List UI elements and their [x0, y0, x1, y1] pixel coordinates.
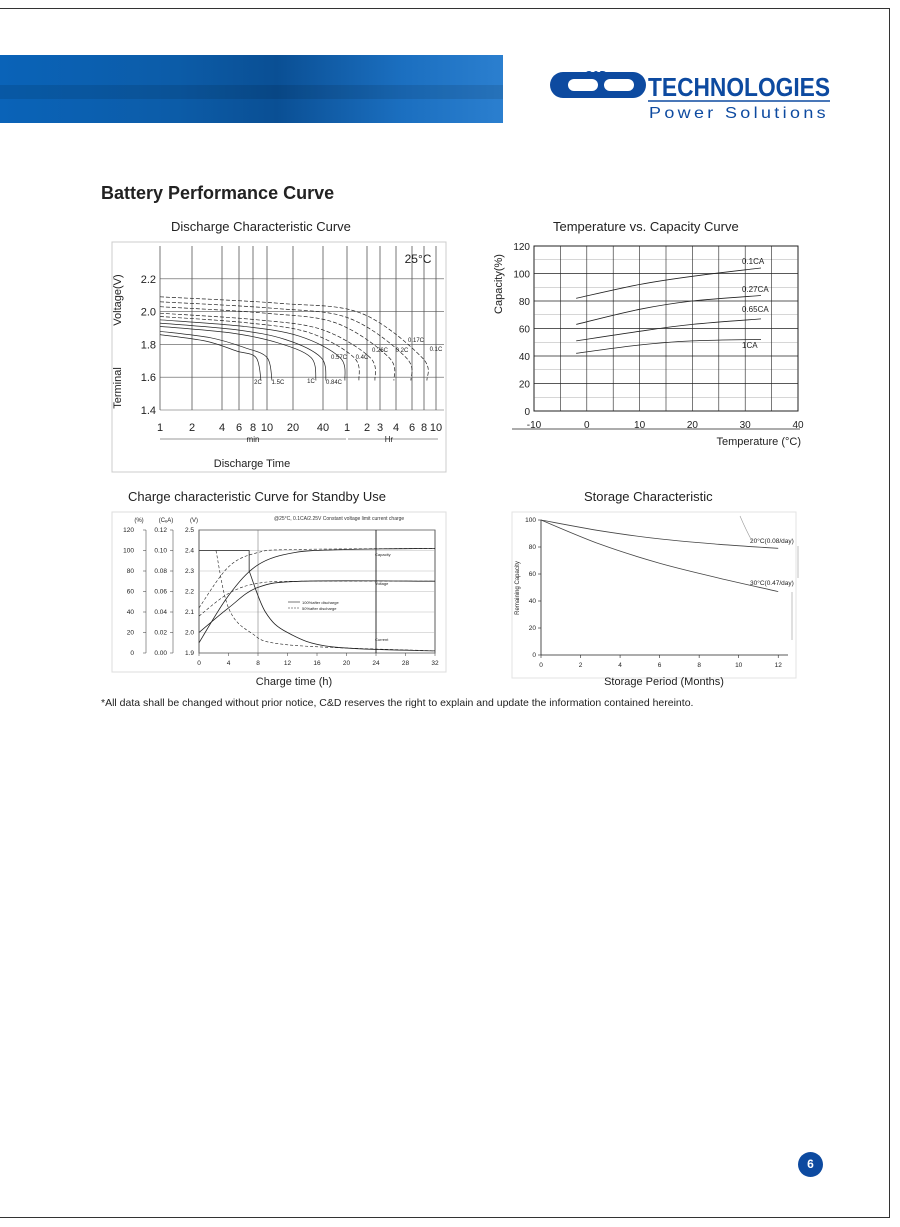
charge-label-voltage: Voltage	[375, 581, 389, 586]
charge-xtick: 0	[197, 660, 201, 667]
discharge-xtick: 1	[343, 422, 351, 434]
temperature-ytick: 20	[518, 379, 530, 391]
storage-xlabel: Storage Period (Months)	[604, 676, 724, 688]
discharge-curve-label: 0.1C	[429, 347, 443, 353]
discharge-xtick: 1	[156, 422, 164, 434]
charge-grid	[112, 512, 446, 672]
charge-pcttick: 0	[130, 650, 134, 657]
charge-catick: 0.06	[154, 588, 167, 596]
charge-catick: 0.12	[154, 527, 167, 534]
temperature-xtick: 0	[584, 420, 590, 431]
discharge-unit-hr: Hr	[384, 435, 394, 444]
charge-pcttick: 20	[126, 629, 134, 637]
charge-xtick: 20	[342, 660, 351, 667]
discharge-ytick: 1.6	[140, 372, 156, 385]
charge-catick: 0.08	[154, 568, 167, 575]
logo-tagline: Power Solutions	[649, 105, 829, 122]
discharge-annotation: 25°C	[404, 252, 432, 266]
charge-pcttick: 40	[126, 609, 134, 616]
storage-chart	[508, 508, 804, 690]
storage-chart-title: Storage Characteristic	[584, 489, 713, 504]
charge-header-pct: (%)	[134, 518, 144, 524]
discharge-xtick: 2	[188, 422, 196, 434]
discharge-curve-label: 0.17C	[407, 338, 425, 344]
discharge-curve-label: 1C	[307, 379, 315, 385]
temperature-curve-1CA	[576, 340, 761, 354]
discharge-ytick: 2.0	[140, 306, 156, 319]
discharge-curve-label: 2C	[254, 380, 262, 386]
storage-ytick: 40	[528, 598, 536, 605]
storage-ytick: 60	[528, 571, 536, 578]
discharge-curve-label: 0.84C	[325, 380, 343, 386]
temperature-xtick: 20	[686, 420, 698, 431]
charge-header-ca: (CₑA)	[158, 518, 174, 524]
storage-xtick: 0	[539, 662, 543, 669]
discharge-unit-min: min	[246, 435, 260, 444]
temperature-series-label: 0.65CA	[742, 305, 769, 314]
footnote: *All data shall be changed without prior notice, C&D reserves the right to explain and update the information contained hereinto.	[101, 697, 694, 709]
storage-xtick: 12	[774, 662, 782, 669]
temperature-xtick: -10	[526, 420, 542, 431]
storage-ytick: 100	[525, 517, 536, 524]
discharge-xtick: 8	[420, 422, 428, 434]
temperature-curve-0.65CA	[576, 319, 761, 341]
temperature-series-label: 1CA	[742, 341, 758, 350]
discharge-xlabel: Discharge Time	[213, 458, 291, 470]
discharge-xtick: 20	[286, 422, 300, 434]
storage-series-label: 20°C(0.08/day)	[750, 538, 794, 545]
storage-series-label: 30°C(0.47/day)	[750, 580, 794, 587]
charge-vtick: 2.2	[184, 588, 194, 596]
charge-pcttick: 120	[123, 527, 134, 534]
temperature-ylabel: Capacity(%)	[493, 254, 505, 314]
storage-ylabel: Remaining Capacity	[515, 561, 521, 615]
charge-catick: 0.10	[154, 547, 167, 555]
logo-pill-inner-right	[604, 79, 634, 91]
storage-xtick: 8	[697, 662, 701, 669]
charge-catick: 0.00	[154, 650, 167, 657]
discharge-xtick: 40	[316, 422, 330, 434]
discharge-ylabel-2: Voltage(V)	[112, 274, 124, 326]
discharge-curve-label: 1.5C	[271, 380, 285, 386]
charge-subtitle: @25°C, 0.1CA/2.25V Constant voltage limit current charge	[274, 516, 405, 522]
discharge-xtick: 4	[392, 422, 400, 434]
temperature-grid	[512, 242, 804, 431]
storage-xtick: 6	[657, 662, 662, 669]
charge-vtick: 2.3	[184, 568, 194, 575]
charge-pcttick: 80	[126, 568, 134, 575]
temperature-series-label: 0.27CA	[742, 285, 769, 294]
charge-xtick: 16	[313, 660, 321, 667]
temperature-ytick: 60	[518, 324, 530, 336]
temperature-ytick: 100	[513, 269, 530, 281]
temperature-ytick: 80	[518, 297, 530, 308]
temperature-ytick: 40	[518, 352, 530, 363]
charge-vtick: 2.5	[184, 527, 194, 534]
charge-legend-1: 100%after discharge	[302, 600, 339, 605]
page-number: 6	[798, 1152, 823, 1177]
storage-xtick: 2	[578, 662, 583, 669]
charge-legend-2: 50%after discharge	[302, 606, 337, 611]
temperature-xlabel: Temperature (°C)	[716, 436, 801, 448]
discharge-xtick: 8	[249, 422, 257, 434]
discharge-ytick: 1.4	[140, 405, 156, 417]
temperature-chart-title: Temperature vs. Capacity Curve	[553, 219, 739, 234]
temperature-series-label: 0.1CA	[742, 257, 765, 266]
storage-ytick: 20	[528, 625, 536, 632]
discharge-ytick: 2.2	[140, 273, 156, 286]
temperature-chart	[488, 238, 806, 450]
discharge-curve-label: 0.57C	[330, 355, 348, 361]
storage-ytick: 80	[528, 544, 536, 551]
discharge-xtick: 6	[235, 422, 243, 434]
storage-ytick: 0	[532, 652, 536, 659]
discharge-chart	[108, 238, 448, 474]
charge-xtick: 28	[401, 660, 410, 667]
logo-letters: C&D	[585, 70, 607, 81]
storage-xtick: 10	[735, 662, 743, 669]
temperature-xtick: 40	[792, 420, 804, 431]
charge-xtick: 24	[372, 660, 380, 667]
discharge-xtick: 10	[260, 422, 274, 434]
charge-xtick: 4	[226, 660, 231, 667]
charge-chart-title: Charge characteristic Curve for Standby Use	[128, 489, 386, 504]
charge-catick: 0.04	[154, 609, 167, 616]
storage-xtick: 4	[618, 662, 622, 669]
discharge-curve-label: 0.26C	[371, 348, 389, 354]
company-logo	[548, 66, 838, 122]
temperature-curve-0.27CA	[576, 296, 761, 325]
temperature-ytick: 0	[524, 407, 530, 418]
discharge-ylabel-1: Terminal	[112, 367, 124, 409]
section-title: Battery Performance Curve	[101, 183, 335, 203]
charge-xtick: 32	[431, 660, 439, 667]
charge-pcttick: 60	[126, 588, 134, 596]
charge-pcttick: 100	[123, 547, 134, 555]
temperature-curve-0.1CA	[576, 268, 761, 298]
charge-vtick: 2.4	[184, 547, 194, 555]
temperature-xtick: 30	[739, 420, 751, 431]
charge-header-v: (V)	[190, 518, 198, 524]
header-band	[0, 55, 503, 123]
charge-vtick: 2.0	[184, 629, 194, 637]
discharge-chart-title: Discharge Characteristic Curve	[171, 219, 351, 234]
charge-label-current: Current	[375, 637, 389, 642]
logo-name: TECHNOLOGIES	[648, 72, 830, 102]
discharge-xtick: 2	[363, 422, 371, 434]
discharge-xtick: 4	[218, 422, 226, 434]
discharge-xtick: 3	[376, 422, 384, 434]
discharge-xtick: 6	[408, 422, 416, 434]
charge-vtick: 1.9	[184, 650, 194, 657]
charge-vtick: 2.1	[184, 609, 194, 616]
temperature-curves	[576, 257, 769, 353]
discharge-curve-label: 0.2C	[395, 348, 409, 354]
temperature-xtick: 10	[634, 420, 646, 431]
discharge-curve-label: 0.4C	[355, 355, 369, 361]
charge-chart	[108, 508, 448, 690]
charge-xtick: 8	[256, 660, 260, 667]
discharge-ytick: 1.8	[140, 339, 156, 352]
charge-catick: 0.02	[154, 629, 167, 637]
temperature-ytick: 120	[513, 242, 530, 253]
charge-xtick: 12	[283, 660, 292, 667]
discharge-xtick: 10	[429, 422, 443, 434]
charge-xlabel: Charge time (h)	[255, 676, 333, 688]
charge-label-capacity: Capacity	[375, 552, 391, 557]
